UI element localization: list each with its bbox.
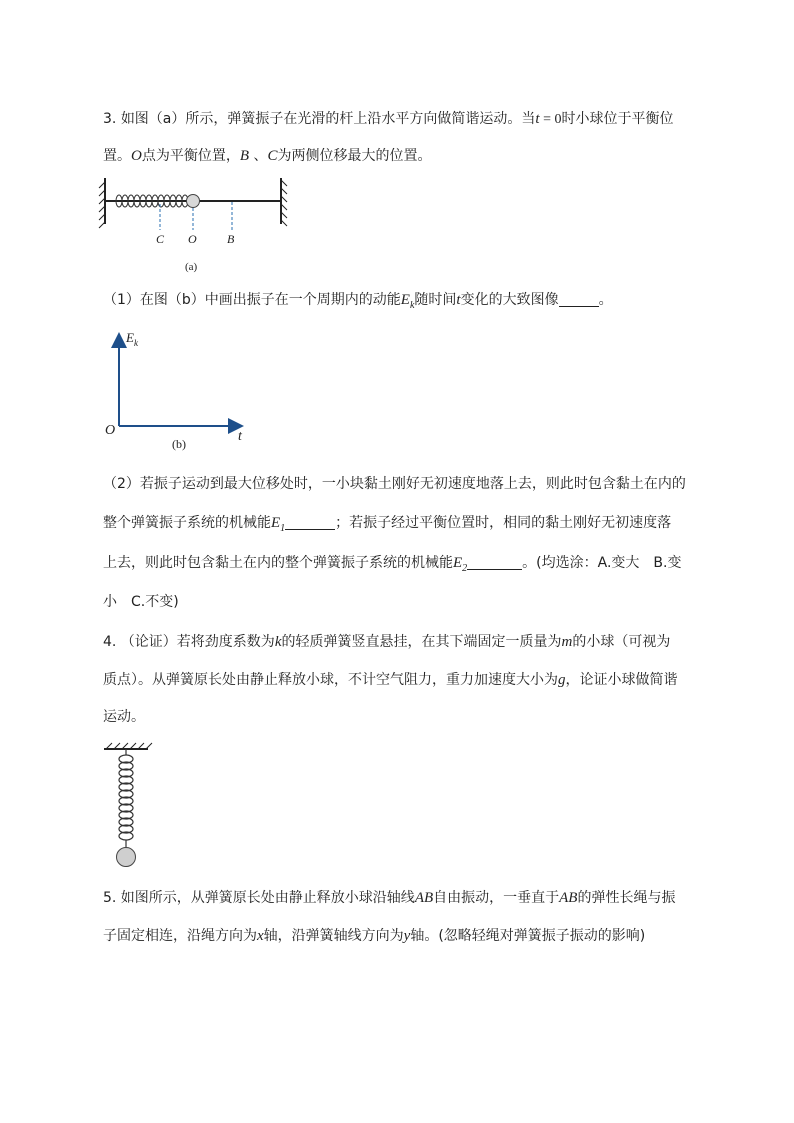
part2-text: （2）若振子运动到最大位移处时，一小块黏土刚好无初速度地落上去，则此时包含黏土在内的	[103, 476, 686, 492]
part1-text: 变化的大致图像	[460, 292, 559, 308]
origin-label: O	[105, 423, 116, 438]
q5-text: 轴。(忽略轻绳对弹簧振子振动的影响)	[410, 928, 646, 944]
e1-main: E	[271, 515, 281, 531]
label-b: B	[227, 232, 235, 246]
q3-text: 置。	[103, 148, 131, 164]
k-variable: k	[274, 634, 282, 650]
y-axis-label: $E_k$	[126, 330, 138, 348]
caption-b: (b)	[172, 437, 186, 451]
vertical-spring-figure	[100, 740, 160, 870]
q5-text: 子固定相连，沿绳方向为	[103, 928, 257, 944]
part2-text: 小 C.不变)	[103, 594, 179, 610]
q3-text: 时小球位于平衡位	[561, 111, 674, 127]
ab-axis: AB	[414, 890, 434, 906]
q4-text: 运动。	[103, 709, 145, 725]
q3-text: 点为平衡位置，	[141, 148, 240, 164]
q4-text: 的小球（可视为	[572, 634, 671, 650]
ab-axis: AB	[559, 890, 578, 906]
answer-blank-e2[interactable]	[467, 555, 522, 570]
equals-zero: = 0	[539, 112, 562, 127]
label-c: C	[156, 232, 165, 246]
part2-text: 。(均选涂：A.变大 B.变	[522, 555, 682, 571]
x-variable: x	[257, 928, 264, 944]
ek-symbol	[400, 292, 415, 311]
q4-text: 的轻质弹簧竖直悬挂，在其下端固定一质量为	[281, 634, 562, 650]
q4-line-2	[103, 670, 678, 690]
right-wall	[281, 178, 287, 226]
y-variable: y	[403, 928, 411, 944]
hanging-ball	[117, 848, 136, 867]
m-variable: m	[561, 634, 573, 650]
figure-b	[100, 322, 260, 452]
c-variable: C	[267, 148, 278, 164]
e2-main: E	[453, 555, 463, 571]
e1-sub: 1	[280, 523, 286, 534]
q3-text: 为两侧位移最大的位置。	[277, 148, 432, 164]
t-variable: t	[456, 292, 461, 308]
part1-text: 随时间	[414, 292, 457, 308]
q5-line-1	[103, 888, 675, 908]
q3-part-2-line-1	[103, 474, 686, 494]
q4-line-1	[103, 632, 670, 652]
label-o: O	[188, 232, 197, 246]
answer-blank-1[interactable]	[559, 292, 599, 307]
t-variable: t	[535, 111, 540, 127]
q3-text: 如图（a）所示，弹簧振子在光滑的杆上沿水平方向做简谐运动。当	[120, 111, 536, 127]
q3-line-2	[103, 146, 431, 166]
q5-text: 自由振动，一垂直于	[433, 890, 560, 906]
ceiling	[104, 743, 152, 749]
q4-text: ，论证小球做简谐	[565, 672, 678, 688]
q4-line-3	[103, 707, 145, 727]
x-axis-label: t	[238, 429, 242, 444]
separator: 、	[249, 148, 268, 164]
q5-line-2	[103, 926, 645, 946]
q4-text: 4. （论证）若将劲度系数为	[103, 634, 275, 650]
q3-part-1	[103, 290, 613, 316]
ek-main: E	[400, 292, 410, 308]
q3-number: 3.	[103, 111, 117, 127]
left-wall	[99, 178, 105, 228]
e1-symbol	[271, 515, 286, 534]
period: 。	[598, 292, 613, 308]
q3-line-1	[103, 109, 673, 130]
g-variable: g	[558, 672, 566, 688]
q5-text: 5. 如图所示，从弹簧原长处由静止释放小球沿轴线	[103, 890, 415, 906]
answer-blank-e1[interactable]	[285, 515, 335, 530]
q3-part-2-line-3	[103, 553, 681, 579]
part2-text: ；若振子经过平衡位置时，相同的黏土刚好无初速度落	[335, 515, 672, 531]
ball	[187, 195, 200, 208]
o-variable: O	[131, 148, 142, 164]
e2-sub: 2	[462, 563, 468, 574]
caption-a: (a)	[185, 261, 198, 273]
part1-text: （1）在图（b）中画出振子在一个周期内的动能	[103, 292, 401, 308]
vertical-spring	[119, 749, 133, 848]
q5-text: 的弹性长绳与振	[577, 890, 676, 906]
ek-sub: k	[409, 300, 415, 311]
e2-symbol	[453, 555, 468, 574]
q5-text: 轴，沿弹簧轴线方向为	[263, 928, 404, 944]
figure-a	[95, 172, 305, 277]
q3-part-2-line-2	[103, 513, 671, 539]
b-variable: B	[239, 148, 250, 164]
q4-text: 质点）。从弹簧原长处由静止释放小球，不计空气阻力，重力加速度大小为	[103, 672, 558, 688]
q3-part-2-line-4	[103, 592, 179, 612]
part2-text: 上去，则此时包含黏土在内的整个弹簧振子系统的机械能	[103, 555, 453, 571]
part2-text: 整个弹簧振子系统的机械能	[103, 515, 271, 531]
